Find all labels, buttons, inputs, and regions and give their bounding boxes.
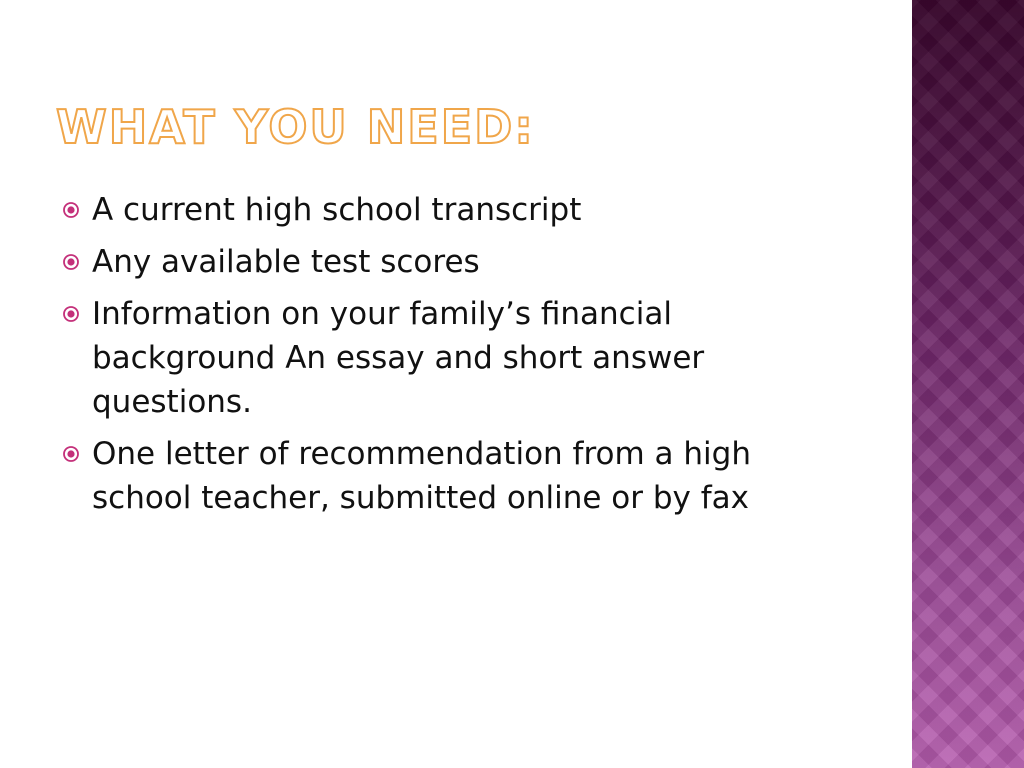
radio-bullet-icon	[62, 445, 80, 463]
bullet-text: Information on your family’s financial background An essay and short answer questions.	[92, 296, 705, 420]
bullet-text: One letter of recommendation from a high school teacher, submitted online or by fax	[92, 436, 751, 516]
list-item	[62, 188, 822, 232]
list-item	[62, 240, 822, 284]
bullet-text: A current high school transcript	[92, 192, 582, 228]
radio-bullet-icon	[62, 253, 80, 271]
slide-title: WHAT YOU NEED:	[56, 100, 535, 154]
list-item	[62, 292, 822, 424]
list-item	[62, 432, 822, 520]
decorative-side-band	[912, 0, 1024, 768]
bullet-list	[62, 188, 822, 528]
bullet-text: Any available test scores	[92, 244, 480, 280]
radio-bullet-icon	[62, 305, 80, 323]
radio-bullet-icon	[62, 201, 80, 219]
